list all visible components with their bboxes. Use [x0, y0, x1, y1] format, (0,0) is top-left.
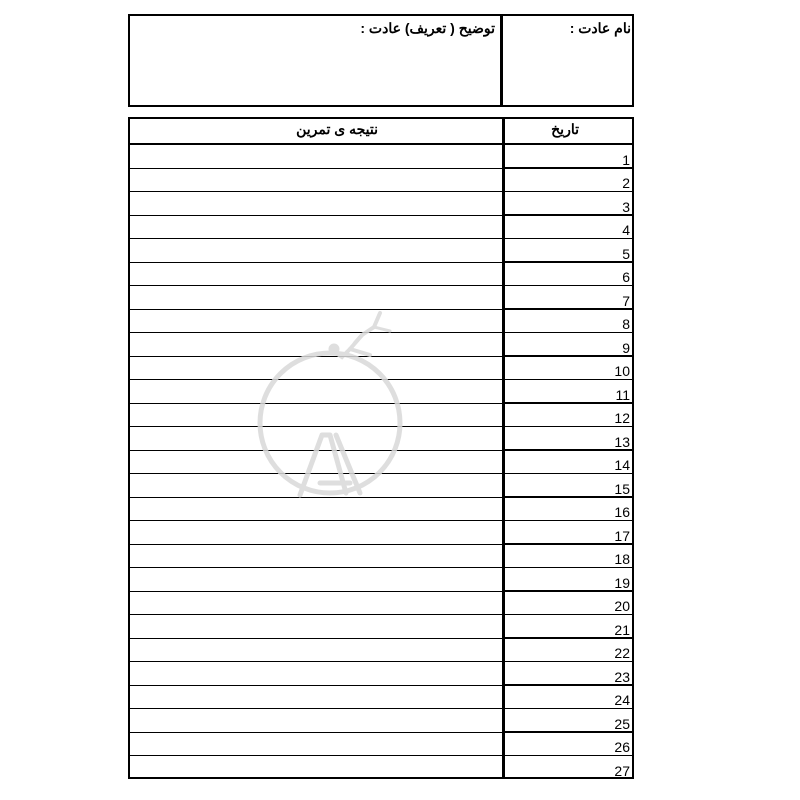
result-cell[interactable] [130, 568, 502, 592]
table-row [130, 733, 632, 757]
table-row [130, 756, 632, 780]
result-column-header: نتیجه ی تمرین [296, 121, 378, 137]
row-number: 7 [622, 292, 630, 309]
row-number: 16 [614, 504, 630, 520]
result-cell[interactable] [130, 615, 502, 639]
row-number: 23 [614, 668, 630, 685]
row-number: 15 [614, 480, 630, 497]
row-number: 20 [614, 598, 630, 614]
row-number: 8 [622, 316, 630, 332]
row-number: 5 [622, 245, 630, 262]
table-row [130, 709, 632, 733]
habit-name-label: نام عادت : [569, 20, 631, 36]
table-row [130, 263, 632, 287]
row-number: 3 [622, 198, 630, 215]
table-row [130, 145, 632, 169]
result-cell[interactable] [130, 169, 502, 193]
result-cell[interactable] [130, 592, 502, 616]
result-cell[interactable] [130, 733, 502, 757]
result-cell[interactable] [130, 662, 502, 686]
row-number: 21 [614, 621, 630, 638]
gymnast-ring-logo-icon [250, 305, 410, 505]
row-number: 24 [614, 692, 630, 708]
row-number: 22 [614, 645, 630, 661]
row-number: 27 [614, 762, 630, 779]
row-number: 12 [614, 410, 630, 426]
table-row [130, 169, 632, 193]
date-column-header: تاریخ [551, 121, 579, 137]
row-number: 14 [614, 457, 630, 473]
row-number: 25 [614, 715, 630, 732]
result-cell[interactable] [130, 639, 502, 663]
result-cell[interactable] [130, 263, 502, 287]
result-cell[interactable] [130, 756, 502, 780]
result-cell[interactable] [130, 239, 502, 263]
table-row [130, 521, 632, 545]
result-cell[interactable] [130, 545, 502, 569]
result-cell[interactable] [130, 145, 502, 169]
table-row [130, 545, 632, 569]
row-number: 19 [614, 574, 630, 591]
row-number: 1 [622, 151, 630, 168]
row-number: 2 [622, 175, 630, 191]
row-number: 10 [614, 363, 630, 379]
result-cell[interactable] [130, 192, 502, 216]
table-row [130, 568, 632, 592]
result-cell[interactable] [130, 686, 502, 710]
table-row [130, 615, 632, 639]
table-row [130, 686, 632, 710]
table-row [130, 239, 632, 263]
row-number: 26 [614, 739, 630, 755]
table-row [130, 192, 632, 216]
header-divider [500, 14, 503, 107]
table-row [130, 662, 632, 686]
row-number: 13 [614, 433, 630, 450]
row-number: 6 [622, 269, 630, 285]
row-number: 4 [622, 222, 630, 238]
result-cell[interactable] [130, 521, 502, 545]
row-number: 9 [622, 339, 630, 356]
table-row [130, 592, 632, 616]
row-number: 18 [614, 551, 630, 567]
row-number: 17 [614, 527, 630, 544]
table-row [130, 639, 632, 663]
row-number: 11 [615, 386, 630, 403]
table-row [130, 216, 632, 240]
result-cell[interactable] [130, 216, 502, 240]
result-cell[interactable] [130, 709, 502, 733]
habit-description-label: توضیح ( تعریف) عادت : [360, 20, 495, 36]
